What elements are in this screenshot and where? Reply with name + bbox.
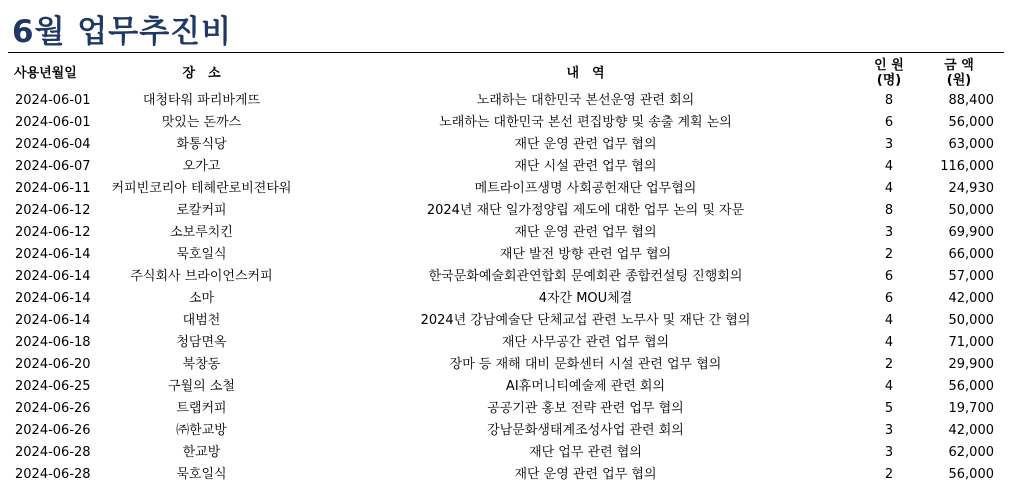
cell-description: 4자간 MOU체결 — [538, 291, 633, 306]
cell-place: 화통식당 — [176, 137, 227, 152]
cell-place: 커피빈코리아 테헤란로비젼타워 — [111, 181, 292, 196]
table-header-row — [8, 56, 1004, 90]
cell-people: 3 — [884, 423, 894, 438]
header-people-line1: 인 원 — [874, 58, 904, 73]
cell-people: 6 — [884, 269, 894, 284]
cell-description: 공공기관 홍보 전략 관련 업무 협의 — [487, 401, 684, 416]
table-row — [8, 178, 1004, 200]
cell-people: 6 — [884, 115, 894, 130]
cell-people: 4 — [884, 159, 894, 174]
table-row — [8, 376, 1004, 398]
cell-place: 북창동 — [182, 357, 221, 372]
cell-place: 주식회사 브라이언스커피 — [130, 269, 273, 284]
cell-people: 4 — [884, 379, 894, 394]
cell-place: 대청타워 파리바게뜨 — [142, 93, 261, 108]
cell-date: 2024-06-01 — [15, 93, 91, 108]
cell-date: 2024-06-25 — [15, 379, 91, 394]
cell-description: 한국문화예술회관연합회 문예회관 종합컨설팅 진행회의 — [428, 269, 743, 284]
cell-place: 맛있는 돈까스 — [161, 115, 242, 130]
cell-date: 2024-06-12 — [15, 203, 91, 218]
cell-amount: 88,400 — [948, 93, 994, 108]
cell-amount: 56,000 — [948, 379, 994, 394]
cell-people: 3 — [884, 445, 894, 460]
cell-amount: 42,000 — [948, 423, 994, 438]
cell-place: ㈜한교방 — [176, 423, 227, 438]
header-amount-line2: (원) — [946, 73, 972, 88]
cell-description: 장마 등 재해 대비 문화센터 시설 관련 업무 협의 — [449, 357, 722, 372]
cell-date: 2024-06-28 — [15, 445, 91, 460]
cell-place: 구월의 소철 — [168, 379, 235, 394]
cell-description: 강남문화생태계조성사업 관련 회의 — [487, 423, 684, 438]
cell-place: 묵호일식 — [176, 467, 227, 482]
cell-description: 재단 업무 관련 협의 — [529, 445, 642, 460]
table-row — [8, 112, 1004, 134]
cell-description: 2024년 강남예술단 단체교섭 관련 노무사 및 재단 간 협의 — [420, 313, 751, 328]
cell-amount: 62,000 — [948, 445, 994, 460]
cell-amount: 69,900 — [948, 225, 994, 240]
cell-amount: 19,700 — [948, 401, 994, 416]
cell-date: 2024-06-11 — [15, 181, 91, 196]
table-row — [8, 332, 1004, 354]
cell-amount: 56,000 — [948, 115, 994, 130]
cell-date: 2024-06-01 — [15, 115, 91, 130]
cell-place: 로칼커피 — [176, 203, 227, 218]
cell-description: 재단 운영 관련 업무 협의 — [514, 137, 657, 152]
cell-description: 노래하는 대한민국 본선운영 관련 회의 — [476, 93, 695, 108]
cell-people: 3 — [884, 225, 894, 240]
cell-amount: 50,000 — [948, 203, 994, 218]
cell-place: 묵호일식 — [176, 247, 227, 262]
title-underline — [8, 52, 1004, 53]
cell-people: 5 — [884, 401, 894, 416]
cell-description: 재단 사무공간 관련 업무 협의 — [501, 335, 670, 350]
cell-description: 노래하는 대한민국 본선 편집방향 및 송출 계획 논의 — [439, 115, 732, 130]
table-row — [8, 420, 1004, 442]
cell-amount: 29,900 — [948, 357, 994, 372]
cell-description: 재단 발전 방향 관련 업무 협의 — [499, 247, 672, 262]
cell-amount: 56,000 — [948, 467, 994, 482]
cell-description: 재단 시설 관련 업무 협의 — [514, 159, 657, 174]
table-row — [8, 266, 1004, 288]
table-row — [8, 288, 1004, 310]
table-row — [8, 134, 1004, 156]
cell-date: 2024-06-04 — [15, 137, 91, 152]
cell-place: 청담면옥 — [176, 335, 227, 350]
table-row — [8, 354, 1004, 376]
cell-people: 6 — [884, 291, 894, 306]
cell-date: 2024-06-26 — [15, 423, 91, 438]
table-row — [8, 464, 1004, 486]
cell-place: 소마 — [188, 291, 215, 306]
table-row — [8, 222, 1004, 244]
cell-date: 2024-06-14 — [15, 269, 91, 284]
cell-people: 4 — [884, 181, 894, 196]
cell-people: 2 — [884, 357, 894, 372]
cell-date: 2024-06-14 — [15, 313, 91, 328]
cell-date: 2024-06-14 — [15, 247, 91, 262]
cell-description: 메트라이프생명 사회공헌재단 업무협의 — [474, 181, 697, 196]
header-place: 장 소 — [182, 65, 221, 81]
table-row — [8, 156, 1004, 178]
cell-people: 8 — [884, 203, 894, 218]
header-amount-line1: 금 액 — [944, 58, 974, 73]
cell-people: 3 — [884, 137, 894, 152]
expense-table — [8, 56, 1004, 486]
cell-amount: 42,000 — [948, 291, 994, 306]
table-row — [8, 310, 1004, 332]
cell-people: 2 — [884, 467, 894, 482]
cell-people: 2 — [884, 247, 894, 262]
cell-description: 재단 운영 관련 업무 협의 — [514, 467, 657, 482]
table-row — [8, 200, 1004, 222]
cell-place: 한교방 — [182, 445, 221, 460]
cell-amount: 50,000 — [948, 313, 994, 328]
cell-date: 2024-06-28 — [15, 467, 91, 482]
table-row — [8, 442, 1004, 464]
cell-amount: 63,000 — [948, 137, 994, 152]
table-row — [8, 90, 1004, 112]
cell-description: 재단 운영 관련 업무 협의 — [514, 225, 657, 240]
cell-amount: 24,930 — [948, 181, 994, 196]
cell-description: 2024년 재단 일가정양립 제도에 대한 업무 논의 및 자문 — [426, 203, 745, 218]
cell-date: 2024-06-20 — [15, 357, 91, 372]
cell-place: 트랩커피 — [176, 401, 227, 416]
cell-amount: 57,000 — [948, 269, 994, 284]
header-description: 내 역 — [566, 65, 605, 81]
cell-date: 2024-06-26 — [15, 401, 91, 416]
header-people — [864, 56, 914, 90]
cell-place: 소보루치킨 — [170, 225, 233, 240]
cell-date: 2024-06-07 — [15, 159, 91, 174]
cell-description: AI휴머니티예술제 관련 회의 — [505, 379, 666, 394]
table-row — [8, 244, 1004, 266]
cell-people: 4 — [884, 313, 894, 328]
header-people-line2: (명) — [876, 73, 902, 88]
cell-amount: 66,000 — [948, 247, 994, 262]
cell-people: 8 — [884, 93, 894, 108]
cell-place: 대범천 — [182, 313, 221, 328]
cell-people: 4 — [884, 335, 894, 350]
cell-place: 오가고 — [182, 159, 221, 174]
header-amount — [914, 56, 1004, 90]
cell-date: 2024-06-14 — [15, 291, 91, 306]
header-date: 사용년월일 — [14, 65, 77, 81]
cell-amount: 71,000 — [948, 335, 994, 350]
table-row — [8, 398, 1004, 420]
cell-amount: 116,000 — [940, 159, 994, 174]
cell-date: 2024-06-18 — [15, 335, 91, 350]
cell-date: 2024-06-12 — [15, 225, 91, 240]
page-title: 6월 업무추진비 — [12, 14, 233, 50]
